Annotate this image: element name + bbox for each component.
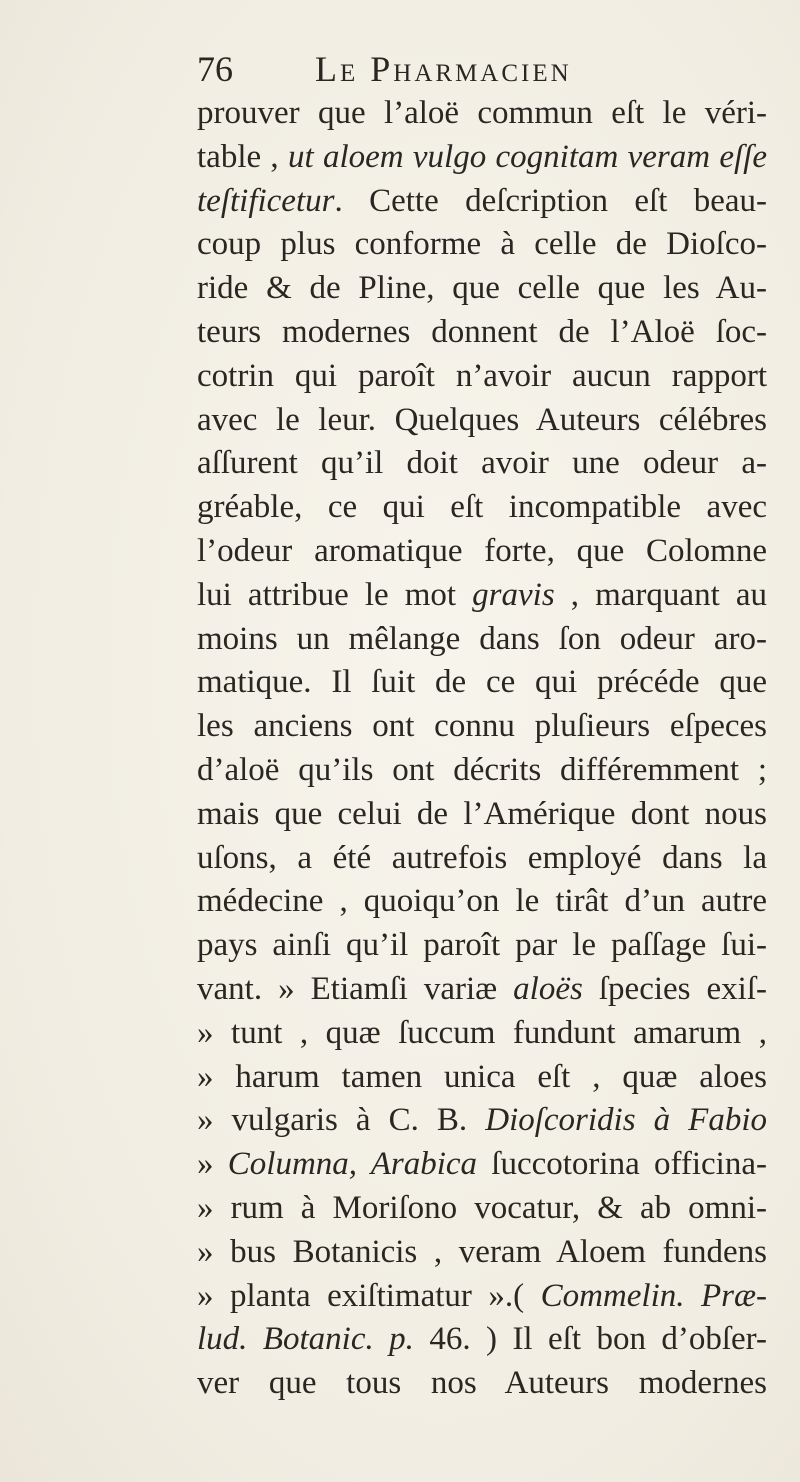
text-segment: » xyxy=(197,1146,228,1183)
text-line xyxy=(197,574,767,618)
text-segment: coup plus conforme à celle de Dioſco- xyxy=(197,226,767,263)
text-line xyxy=(197,486,767,530)
text-line xyxy=(197,968,767,1012)
text-line xyxy=(197,1012,767,1056)
text-line xyxy=(197,399,767,443)
italic-text: Dioſcoridis à Fabio xyxy=(485,1102,767,1139)
text-segment: vant. » Etiamſi variæ xyxy=(197,970,514,1007)
text-line xyxy=(197,924,767,968)
text-segment: » tunt , quæ ſuccum fundunt amarum , xyxy=(197,1014,767,1051)
text-line xyxy=(197,92,767,136)
text-segment: table , xyxy=(197,138,288,175)
text-line xyxy=(197,1318,767,1362)
text-segment: ſpecies exiſ- xyxy=(582,970,768,1007)
text-segment: » rum à Moriſono vocatur, & ab omni- xyxy=(197,1189,767,1226)
running-title: Le Pharmacien xyxy=(315,49,572,89)
text-line xyxy=(197,880,767,924)
text-line xyxy=(197,442,767,486)
text-segment: ſuccotorina officina- xyxy=(477,1146,767,1183)
text-line xyxy=(197,136,767,180)
text-segment: , marquant au xyxy=(554,576,767,613)
italic-text: Columna, Arabica xyxy=(227,1146,478,1183)
text-segment: » planta exiſtimatur ».( xyxy=(197,1277,541,1314)
text-segment: teurs modernes donnent de l’Aloë ſoc- xyxy=(197,313,767,350)
text-segment: matique. Il ſuit de ce qui précéde que xyxy=(197,664,767,701)
text-segment: mais que celui de l’Amérique dont nous xyxy=(197,795,767,832)
text-segment: les anciens ont connu pluſieurs eſpeces xyxy=(197,708,767,745)
text-segment: pays ainſi qu’il paroît par le paſſage ſui- xyxy=(197,927,767,964)
text-segment: ride & de Pline, que celle que les Au- xyxy=(197,270,767,307)
text-line xyxy=(197,837,767,881)
text-line xyxy=(197,1275,767,1319)
text-segment: aſſurent qu’il doit avoir une odeur a- xyxy=(197,445,767,482)
text-line xyxy=(197,1099,767,1143)
page-header xyxy=(197,44,757,94)
italic-text: ut aloem vulgo cognitam veram eſſe xyxy=(287,138,768,175)
text-line xyxy=(197,1143,767,1187)
text-segment: d’aloë qu’ils ont décrits différemment ; xyxy=(197,751,767,788)
text-line xyxy=(197,530,767,574)
text-segment: l’odeur aromatique forte, que Colomne xyxy=(197,532,767,569)
text-line xyxy=(197,705,767,749)
text-line xyxy=(197,1231,767,1275)
text-line xyxy=(197,355,767,399)
text-segment: avec le leur. Quelques Auteurs célébres xyxy=(197,401,767,438)
text-segment: » vulgaris à C. B. xyxy=(197,1102,486,1139)
text-segment: . Cette deſcription eſt beau- xyxy=(334,182,767,219)
text-line xyxy=(197,180,767,224)
text-segment: médecine , quoiqu’on le tirât d’un autre xyxy=(197,883,767,920)
text-segment: » bus Botanicis , veram Aloem fundens xyxy=(197,1233,767,1270)
text-line xyxy=(197,223,767,267)
text-segment: cotrin qui paroît n’avoir aucun rapport xyxy=(197,357,767,394)
text-line xyxy=(197,311,767,355)
text-segment: 46. ) Il eſt bon d’obſer- xyxy=(413,1321,767,1358)
text-segment: gréable, ce qui eſt incompatible avec xyxy=(197,489,767,526)
text-line xyxy=(197,267,767,311)
text-line xyxy=(197,661,767,705)
italic-text: aloës xyxy=(513,970,583,1007)
italic-text: teſtificetur xyxy=(197,182,335,219)
page-number: 76 xyxy=(197,49,233,89)
italic-text: lud. Botanic. p. xyxy=(197,1321,414,1358)
text-line xyxy=(197,1187,767,1231)
italic-text: Commelin. Præ- xyxy=(540,1277,767,1314)
text-segment: » harum tamen unica eſt , quæ aloes xyxy=(197,1058,767,1095)
text-segment: ver que tous nos Auteurs modernes xyxy=(197,1365,767,1402)
text-segment: prouver que l’aloë commun eſt le véri- xyxy=(197,95,767,131)
text-segment: uſons, a été autrefois employé dans la xyxy=(197,839,767,876)
body-text xyxy=(197,92,767,1406)
text-line xyxy=(197,1362,767,1406)
text-line xyxy=(197,793,767,837)
italic-text: gravis xyxy=(472,576,555,613)
text-line xyxy=(197,618,767,662)
text-segment: moins un mêlange dans ſon odeur aro- xyxy=(197,620,767,657)
text-line xyxy=(197,749,767,793)
text-line xyxy=(197,1056,767,1100)
text-segment: lui attribue le mot xyxy=(197,576,473,613)
